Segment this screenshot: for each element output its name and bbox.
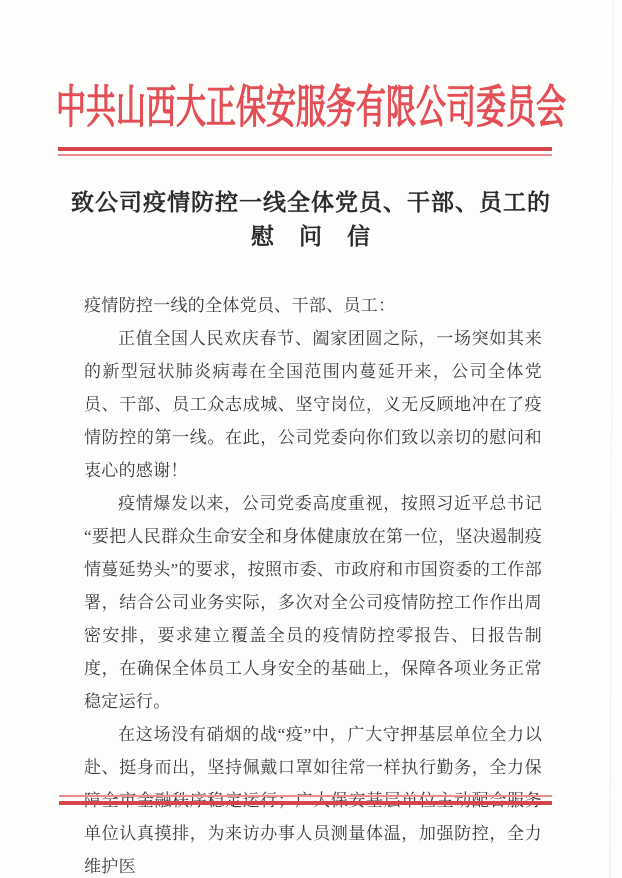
letter-body: [84, 289, 542, 878]
scan-edge-artifact: [609, 0, 613, 878]
document-title-line1: 致公司疫情防控一线全体党员、干部、员工的: [71, 190, 551, 215]
footer-double-rule: [59, 795, 552, 805]
letterhead-org-title: 中共山西大正保安服务有限公司委员会: [56, 82, 566, 134]
salutation-line: 疫情防控一线的全体党员、干部、员工：: [84, 296, 396, 315]
paragraph-3: 在这场没有硝烟的战“疫”中，广大守押基层单位全力以赴、挺身而出，坚持佩戴口罩如往常一样执行勤务，全力保障全市金融秩序稳定运行；广大保安基层单位主动配合服务单位认真摸排，为来访办事人员测量体温，加强防控，全力维护医: [84, 725, 542, 876]
document-title-line2: 慰 问 信: [251, 224, 371, 249]
document-title: [40, 186, 582, 254]
paragraph-1: 正值全国人民欢庆春节、阖家团圆之际，一场突如其来的新型冠状肺炎病毒在全国范围内蔓延开来，公司全体党员、干部、员工众志成城、坚守岗位，义无反顾地冲在了疫情防控的第一线。在此，公司党委向你们致以亲切的慰问和衷心的感谢！: [84, 329, 542, 480]
paragraph-2: 疫情爆发以来，公司党委高度重视，按照习近平总书记“要把人民群众生命安全和身体健康放在第一位，坚决遏制疫情蔓延势头”的要求，按照市委、市政府和市国资委的工作部署，结合公司业务实际，多次对全公司疫情防控工作作出周密安排，要求建立覆盖全员的疫情防控零报告、日报告制度，在确保全体员工人身安全的基础上，保障各项业务正常稳定运行。: [84, 494, 542, 711]
letterhead-double-rule: [58, 147, 552, 156]
